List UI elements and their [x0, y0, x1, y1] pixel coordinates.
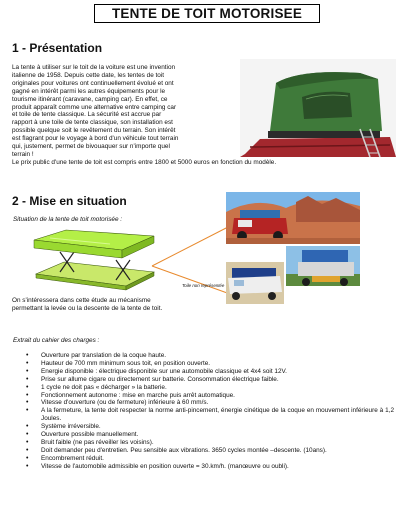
text-line: originales pour voitures ont continuellement évolué et ont: [12, 79, 174, 87]
spec-item: • Doit demander peu d'entretien. Peu sensible aux vibrations. 3650 cycles montée –descente. (10ans).: [26, 447, 394, 455]
text-line: On s'intéressera dans cette étude au mécanisme: [12, 297, 151, 304]
presentation-paragraph: [12, 64, 238, 159]
spec-item: • Vitesse d'ouverture (ou de fermeture) inférieure à 60 mm/s.: [26, 399, 394, 407]
text-line: possible quelque soit le revêtement du terrain. Son intérêt: [12, 127, 176, 135]
document-title: TENTE DE TOIT MOTORISEE: [94, 4, 320, 23]
roof-tent-illustration: [240, 59, 396, 157]
section-heading-situation: 2 - Mise en situation: [12, 194, 127, 208]
spec-item: • Hauteur de 700 mm minimum sous toit, en position ouverte.: [26, 360, 394, 368]
spec-item: • Bruit faible (ne pas réveiller les voisins).: [26, 439, 394, 447]
spec-item: • Vitesse de l'automobile admissible en position ouverte = 30.km/h. (manœuvre ou oubli).: [26, 463, 394, 471]
text-line: La tente à utiliser sur le toit de la voiture est une invention: [12, 64, 176, 71]
spec-item: • Energie disponible : électrique disponible sur une automobile classique et 4x4 soit 12V.: [26, 368, 394, 376]
text-line: rapport à une toile de tente classique, son installation est: [12, 119, 173, 127]
text-line: italienne de 1958. Depuis cette date, les tentes de toit: [12, 71, 165, 79]
situation-caption: Situation de la tente de toit motorisée :: [13, 216, 123, 223]
spec-item: • 1 cycle ne doit pas « décharger » la batterie.: [26, 384, 394, 392]
spec-item: • Ouverture par translation de la coque haute.: [26, 352, 394, 360]
text-line: tourisme itinérant (caravane, camping car). En effet, ce: [12, 95, 168, 103]
text-line: qui, justement, permet de bivouaquer sur n'importe quel: [12, 143, 170, 151]
price-line: [12, 159, 397, 167]
roof-tent-photo: [240, 59, 396, 157]
note-label: Toile non représentée: [182, 283, 225, 288]
text-line: terrain !: [12, 150, 34, 158]
photo-collage: [226, 192, 360, 304]
spec-item: • Encombrement réduit.: [26, 455, 394, 463]
shell-illustration: [30, 228, 158, 292]
section-heading-presentation: 1 - Présentation: [12, 41, 103, 55]
spec-item: • Système irréversible.: [26, 423, 394, 431]
specs-list: [26, 352, 394, 471]
spec-item: • Ouverture possible manuellement.: [26, 431, 394, 439]
spec-item: • Fonctionnement autonome : mise en marche puis arrêt automatique.: [26, 392, 394, 400]
spec-item: • A la fermeture, la tente doit respecter la norme anti-pincement, énergie cinétique de la coque en mouvement inférieure à 1,2 Joules.: [26, 407, 394, 423]
price-text: Le prix public d'une tente de toit est compris entre 1800 et 5000 euros en fonction du modèle.: [12, 159, 277, 166]
text-line: permettant la levée ou la descente de la tente de toit.: [12, 304, 163, 312]
mechanism-paragraph: [12, 297, 222, 313]
motorized-shell-drawing: [30, 228, 158, 292]
text-line: est flagrant pour le voyage à bord d'un véhicule tout terrain: [12, 135, 179, 143]
text-line: gagné en intérêt parmi les autres équipements pour le: [12, 87, 166, 95]
spec-item: • Prise sur allume cigare ou directement sur batterie. Consommation électrique faible.: [26, 376, 394, 384]
situation-photos: [226, 192, 360, 304]
extract-label: Extrait du cahier des charges :: [13, 337, 100, 344]
text-line: produit apparaît comme une alternative entre camping car: [12, 103, 177, 111]
text-line: et toile de tente classique. La sécurité est accrue par: [12, 111, 162, 119]
